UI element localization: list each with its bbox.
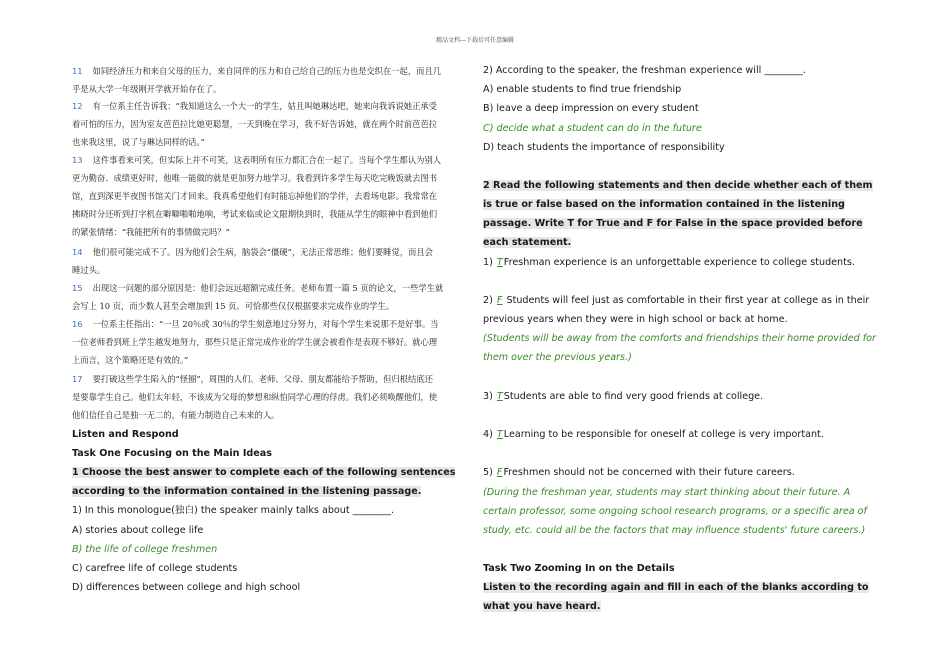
paragraph-text: 馆，直到深更半夜图书馆关门才回来。我真希望他们有时能忘掉他们的学伴，去看场电影。我常常在 (72, 191, 438, 201)
paragraph-text: 是要靠学生自己。他们太年轻，不该成为父母的梦想和纵怕同学心理的俘虏。我们必须唤醒他们，使 (72, 392, 438, 402)
section-heading-listen-respond: Listen and Respond (72, 429, 179, 440)
paragraph-text: 出现这一问题的部分原因是：他们会远远超额完成任务。老师布置一篇 5 页的论文，一些学生就 (92, 283, 444, 293)
statement-2-continued: previous years when they were in high school or back at home. (483, 314, 788, 325)
paragraph-text: 要打破这些学生陷入的“怪圈”，周围的人们、老师、父母、朋友都能给予帮助，但归根结底还 (92, 374, 433, 384)
statement-number: 1) (483, 257, 496, 268)
paragraph-17 (72, 370, 457, 424)
statement-5-note-line-2: certain professor, some ongoing school research programs, or a specific area of (483, 506, 867, 517)
paragraph-text: 拂晓时分还听到打字机在噼噼啪啪地响，考试来临或论文限期快到时，我能从学生的眼神中看到他们 (72, 209, 438, 219)
q1-option-a: A) stories about college life (72, 525, 204, 536)
q2-option-a: A) enable students to find true friendship (483, 84, 682, 95)
paragraph-text: 一位系主任指出：“一旦 20％或 30％的学生刻意地过分努力，对每个学生来说那不是好事。当 (92, 319, 439, 329)
paragraph-14 (72, 243, 457, 279)
paragraph-text: 他们信任自己是独一无二的，有能力制造自己未来的人。 (72, 410, 280, 420)
statement-number: 2) (483, 295, 496, 306)
q1-option-b-answer: B) the life of college freshmen (72, 544, 218, 555)
q2-option-c-answer: C) decide what a student can do in the future (483, 123, 702, 134)
statement-text: Freshmen should not be concerned with their future careers. (503, 467, 795, 478)
paragraph-text: 也来我这里，说了与琳达同样的话。” (72, 137, 205, 147)
q1-option-c: C) carefree life of college students (72, 563, 238, 574)
instruction-2-line-4: each statement. (483, 237, 572, 248)
instruction-2-line-2: is true or false based on the information contained in the listening (483, 199, 845, 210)
paragraph-number: 14 (72, 247, 83, 257)
paragraph-text: 有一位系主任告诉我：“我知道这么一个大一的学生，姑且叫她琳达吧，她来向我诉说她正承受 (92, 101, 437, 111)
statement-2-note-line-1: (Students will be away from the comforts and friendships their home provided for (483, 333, 876, 344)
answer-blank: T (496, 391, 503, 402)
task-one-heading: Task One Focusing on the Main Ideas (72, 448, 272, 459)
paragraph-12 (72, 97, 457, 151)
paragraph-text: 如同经济压力和来自父母的压力，来自同伴的压力和自己给自己的压力也是交织在一起，而且几 (92, 66, 442, 76)
paragraph-text: 乎是从大学一年级刚开学就开始存在了。 (72, 84, 222, 94)
statement-4 (483, 427, 824, 443)
q2-option-d: D) teach students the importance of responsibility (483, 142, 725, 153)
q1-option-d: D) differences between college and high school (72, 582, 301, 593)
instruction-3-line-2: what you have heard. (483, 601, 601, 612)
paragraph-text: 他们很可能完成不了。因为他们会生病，脑袋会“僵硬”，无法正常思维；他们要睡觉，而且会 (92, 247, 433, 257)
paragraph-15 (72, 279, 457, 315)
statement-5-note-line-1: (During the freshman year, students may start thinking about their future. A (483, 487, 851, 498)
paragraph-text: 会写上 10 页，而少数人甚至会增加到 15 页。可恰那些仅仅根据要求完成作业的学生。 (72, 301, 395, 311)
answer-blank: T (496, 257, 503, 268)
q2-option-b: B) leave a deep impression on every student (483, 103, 699, 114)
paragraph-number: 16 (72, 319, 83, 329)
statement-text: Students are able to find very good friends at college. (503, 391, 764, 402)
paragraph-number: 17 (72, 374, 83, 384)
instruction-1-line-1: 1 Choose the best answer to complete each of the following sentences (72, 467, 456, 478)
instruction-2-line-1: 2 Read the following statements and then decide whether each of them (483, 180, 873, 191)
question-1: 1) In this monologue(独白) the speaker mainly talks about ________. (72, 505, 395, 516)
instruction-1-line-2: according to the information contained in the listening passage. (72, 486, 422, 497)
task-two-heading: Task Two Zooming In on the Details (483, 563, 675, 574)
statement-5 (483, 465, 795, 481)
paragraph-text: 睡过头。 (72, 265, 106, 275)
paragraph-number: 13 (72, 155, 83, 165)
answer-blank: T (496, 429, 503, 440)
statement-number: 3) (483, 391, 496, 402)
paragraph-16 (72, 315, 457, 369)
statement-text: Learning to be responsible for oneself at college is very important. (503, 429, 824, 440)
statement-2-note-line-2: them over the previous years.) (483, 352, 632, 363)
question-2: 2) According to the speaker, the freshman experience will ________. (483, 65, 806, 76)
paragraph-text: 着可怕的压力，因为室友芭芭拉比她更聪慧，一天到晚在学习，我不好告诉她，就在两个时前芭芭拉 (72, 119, 438, 129)
paragraph-text: 更为勤奋、成绩更好时，他唯一能做的就是更加努力地学习。我看到许多学生每天吃完晚饭就去图书 (72, 173, 438, 183)
paragraph-text: 上而言，这个策略还是有效的。” (72, 355, 189, 365)
paragraph-11 (72, 62, 457, 98)
statement-number: 5) (483, 467, 496, 478)
paragraph-number: 11 (72, 66, 83, 76)
answer-blank: F (496, 295, 503, 306)
header-note: 精品文档---下载后可任意编辑 (435, 37, 515, 44)
paragraph-text: 的紧张情绪：“我能把所有的事情做完吗？” (72, 227, 230, 237)
answer-blank: F (496, 467, 503, 478)
paragraph-number: 12 (72, 101, 83, 111)
paragraph-text: 这件事看来可笑，但实际上并不可笑，这表明所有压力都汇合在一起了。当每个学生都认为别人 (92, 155, 442, 165)
instruction-3-line-1: Listen to the recording again and fill in each of the blanks according to (483, 582, 869, 593)
statement-number: 4) (483, 429, 496, 440)
paragraph-13 (72, 151, 457, 241)
instruction-2-line-3: passage. Write T for True and F for False in the space provided before (483, 218, 863, 229)
paragraph-text: 一位老师看到班上学生越发地努力，那些只是正常完成作业的学生就会被看作是表现不够好。就心理 (72, 337, 438, 347)
statement-text: Freshman experience is an unforgettable experience to college students. (503, 257, 855, 268)
statement-2 (483, 293, 869, 309)
statement-3 (483, 389, 763, 405)
statement-1 (483, 255, 855, 271)
paragraph-number: 15 (72, 283, 83, 293)
statement-5-note-line-3: study, etc. could all be the factors that may influence students' future careers.) (483, 525, 866, 536)
statement-text: Students will feel just as comfortable in their first year at college as in their (503, 295, 870, 306)
